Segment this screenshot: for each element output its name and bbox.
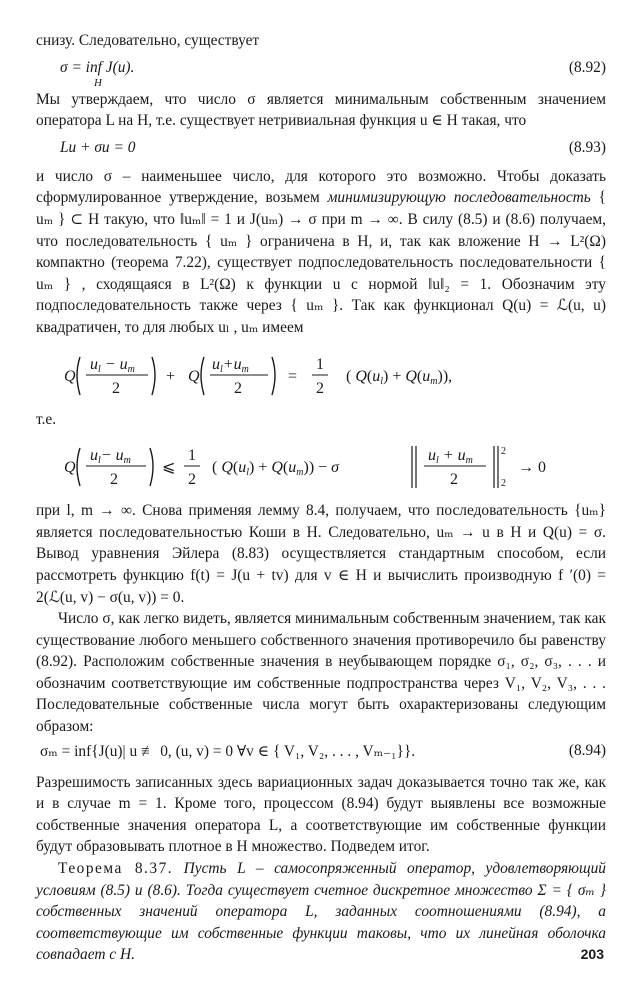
equation-number: (8.94)	[568, 741, 606, 759]
display-equation-1	[36, 343, 606, 405]
paragraph-text: { uₘ } ⊂ H такую, что ‖uₘ‖ = 1 и J(uₘ) → σ при m → ∞. В силу (8.5) и (8.6) получаем, что последовательность { uₘ } ограничена в H, и, так как вложение H → L²(Ω) компактно (теорема 7.22), существует подпоследовательность последовательности { uₘ } , сходящаяся в L²(Ω) к функции u с нормой ‖u‖₂ = 1. Обозначим эту подпоследовательность также через { uₘ }. Так как функционал Q(u) = ℒ(u, u) квадратичен, то для любых uₗ , uₘ имеем	[36, 189, 606, 336]
equation-8-93	[36, 135, 606, 163]
svg-text:2: 2	[112, 379, 120, 397]
svg-text:2: 2	[501, 478, 506, 490]
paragraph-text: и число σ – наименьшее число, для которого это возможно. Чтобы доказать сформулированное утверждение, возьмем	[36, 167, 606, 207]
svg-text:→ 0: → 0	[518, 459, 546, 477]
svg-text:( Q(ul) + Q(um)),: ( Q(ul) + Q(um)),	[346, 367, 453, 387]
svg-text:2: 2	[501, 446, 506, 458]
svg-text:2: 2	[110, 471, 118, 489]
svg-text:ul+um: ul+um	[212, 355, 249, 375]
equation-8-94	[36, 740, 606, 768]
svg-text:1: 1	[316, 355, 324, 373]
svg-text:ul − um: ul − um	[90, 355, 135, 375]
svg-text:Q: Q	[64, 459, 76, 477]
svg-text:⩽: ⩽	[162, 459, 176, 477]
paragraph: Число σ, как легко видеть, является минимальным собственным значением, так как существование любого меньшего собственного значения противоречило бы равенству (8.92). Расположим собственные значения в неубывающем порядке σ₁, σ₂, σ₃, . . . и обозначим соответствующие им собственные подпространства через V₁, V₂, V₃, . . . Последовательные собственные числа могут быть охарактеризованы следующим образом:	[36, 610, 606, 736]
paragraph: Разрешимость записанных здесь вариационных задач доказывается точно так же, как и в случае m = 1. Кроме того, процессом (8.94) будут выявлены все возможные собственные значения оператора L, а соответствующие им собственные функции будут образовывать плотное в H множество. Подведем итог.	[36, 773, 606, 856]
theorem-body: Пусть L – самосопряженный оператор, удовлетворяющий условиям (8.5) и (8.6). Тогда существует счетное дискретное множество Σ = { σₘ } собственных значений оператора L, заданных соотношениями (8.94), а соответствующие им собственные функции таковы, что их линейная оболочка совпадает с H.	[36, 860, 606, 964]
theorem-label: Теорема 8.37.	[58, 860, 174, 878]
equation-graphic	[36, 343, 606, 405]
paragraph	[36, 166, 606, 339]
svg-text:Q: Q	[64, 367, 76, 385]
svg-text:2: 2	[188, 471, 196, 489]
page-number: 203	[580, 946, 604, 962]
svg-text:2: 2	[450, 471, 458, 489]
equation-graphic	[36, 434, 606, 496]
display-equation-2	[36, 434, 606, 496]
equation-text-alt: Q((uₗ − uₘ)/2) ⩽ 1/2 (Q(uₗ) + Q(uₘ)) − σ ‖(uₗ + uₘ)/2‖₂² → 0	[36, 434, 61, 436]
text-line: т.е.	[36, 410, 57, 428]
equation-expression: σₘ = inf{J(u)| u ≢ 0, (u, v) = 0 ∀v ∈ { V₁, V₂, . . . , Vₘ₋₁}}.	[40, 742, 416, 760]
svg-text:2: 2	[234, 379, 242, 397]
svg-text:+: +	[166, 367, 176, 385]
page-body	[36, 30, 606, 966]
svg-text:ul− um: ul− um	[90, 447, 131, 467]
svg-text:( Q(ul) + Q(um)) − σ: ( Q(ul) + Q(um)) − σ	[212, 459, 340, 479]
equation-expression: Lu + σu = 0	[60, 138, 136, 156]
equation-expression: σ = inf J(u).	[60, 58, 135, 76]
equation-number: (8.93)	[568, 138, 606, 156]
svg-text:1: 1	[188, 447, 196, 465]
paragraph: при l, m → ∞. Снова применяя лемму 8.4, получаем, что последовательность {uₘ} является последовательностью Коши в H. Следовательно, uₘ → u в H и Q(u) = σ. Вывод уравнения Эйлера (8.83) осуществляется стандартным способом, если рассмотреть функцию f(t) = J(u + tv) для v ∈ H и вычислить производную f ′(0) = 2(ℒ(u, v) − σ(u, v)) = 0.	[36, 502, 606, 606]
equation-number: (8.92)	[568, 58, 606, 76]
text-line: снизу. Следовательно, существует	[36, 32, 260, 49]
italic-term: минимизирующую последовательность	[327, 189, 591, 207]
svg-text:ul + um: ul + um	[428, 447, 473, 467]
svg-text:Q: Q	[188, 367, 200, 385]
paragraph: Мы утверждаем, что число σ является минимальным собственным значением оператора L на H, т.е. существует нетривиальная функция u ∈ H такая, что	[36, 90, 606, 130]
equation-text-alt: Q((uₗ − uₘ)/2) + Q((uₗ + uₘ)/2) = 1/2 (Q(uₗ) + Q(uₘ)),	[36, 342, 58, 344]
svg-text:=: =	[288, 367, 298, 385]
svg-text:2: 2	[316, 379, 324, 397]
equation-subscript: H	[94, 76, 102, 89]
theorem-8-37	[36, 858, 606, 966]
equation-8-92	[36, 55, 606, 89]
